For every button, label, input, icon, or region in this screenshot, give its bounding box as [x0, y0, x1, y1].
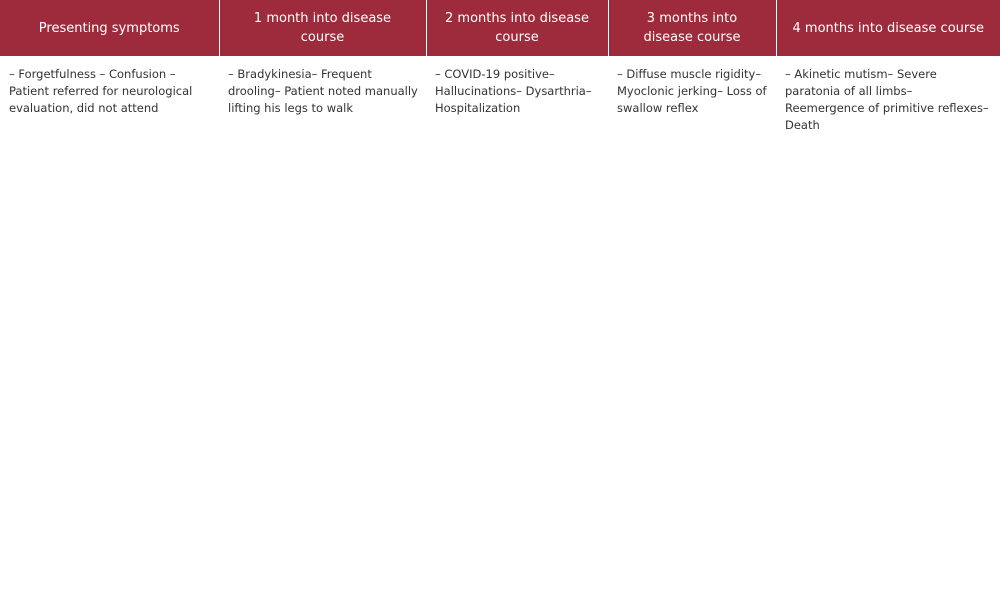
header-presenting-symptoms: Presenting symptoms: [0, 0, 219, 56]
header-month-4: 4 months into disease course: [776, 0, 1000, 56]
table-row: [0, 56, 1000, 134]
cell-month-4: – Akinetic mutism– Severe paratonia of all limbs– Reemergence of primitive reflexes– Death: [785, 67, 989, 132]
header-month-1: 1 month into disease course: [219, 0, 426, 56]
cell-presenting-symptoms: – Forgetfulness – Confusion – Patient referred for neurological evaluation, did not attend: [9, 67, 193, 115]
cell-month-1: – Bradykinesia– Frequent drooling– Patient noted manually lifting his legs to walk: [228, 67, 418, 115]
cell-month-2: – COVID-19 positive– Hallucinations– Dysarthria– Hospitalization: [435, 67, 592, 115]
disease-course-table: [0, 0, 1000, 134]
table-header-row: [0, 0, 1000, 56]
cell-month-3: – Diffuse muscle rigidity– Myoclonic jerking– Loss of swallow reflex: [617, 67, 767, 115]
header-month-3: 3 months into disease course: [608, 0, 776, 56]
header-month-2: 2 months into disease course: [426, 0, 608, 56]
